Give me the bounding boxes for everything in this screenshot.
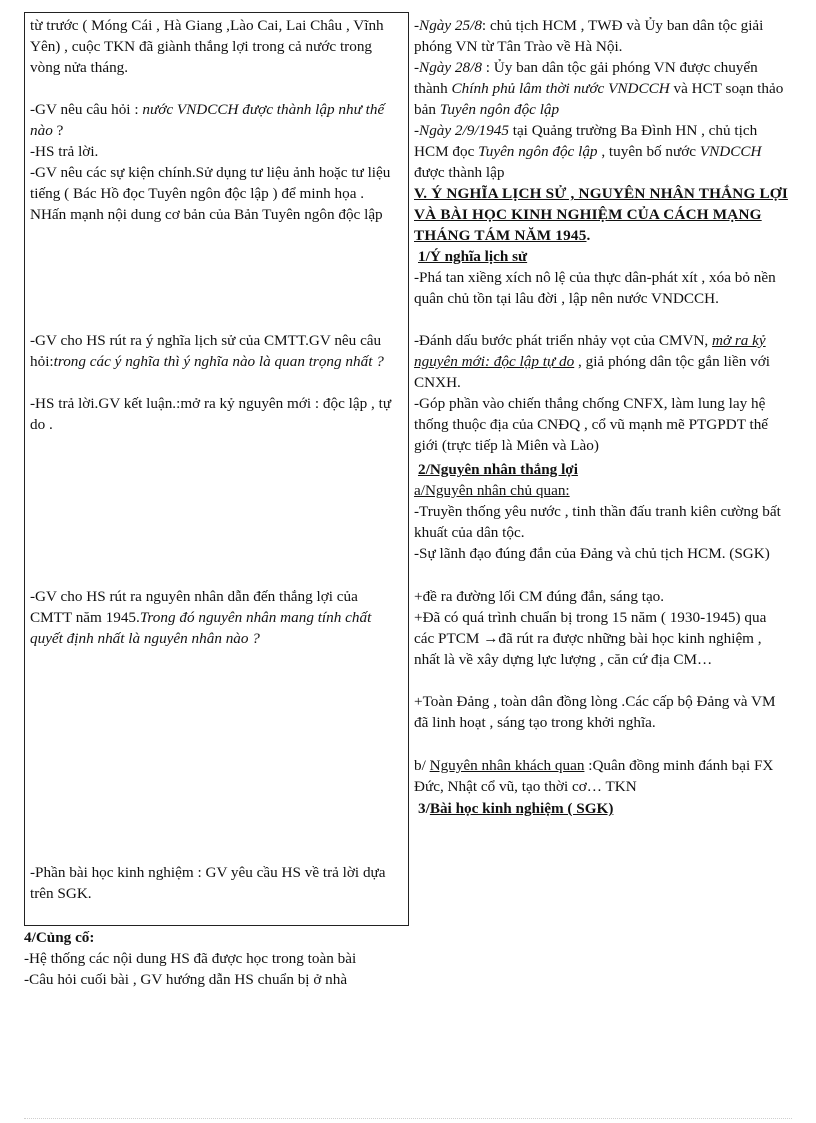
subheading-subjective-text: a/Nguyên nhân chủ quan: <box>414 482 570 499</box>
right-r2-gov: Chính phủ lâm thời nước VNDCCH <box>451 80 670 97</box>
right-paragraph-significance-2 <box>414 330 790 393</box>
subheading-significance-text: 1/Ý nghĩa lịch sử <box>418 248 528 265</box>
right-r1-date: -Ngày 25/8 <box>414 17 482 34</box>
right-r10-text2: đã rút ra được những bài học kinh nghiệm , nhất là về xây dựng lực lượng , căn cứ địa CM… <box>414 630 762 668</box>
right-r2-date: -Ngày 28/8 <box>414 59 482 76</box>
section-heading-text: V. Ý NGHĨA LỊCH SỬ , NGUYÊN NHÂN THẮNG LỢI VÀ BÀI HỌC KINH NGHIỆM CỦA CÁCH MẠNG THÁNG TÁM NĂM 1945 <box>414 185 788 244</box>
arrow-right-icon: → <box>483 630 499 647</box>
left-p3-text: -HS trả lời. <box>30 143 99 160</box>
right-r4-text: -Phá tan xiềng xích nô lệ của thực dân-phát xít , xóa bỏ nền quân chủ tồn tại lâu đời , lập nên nước VNDCCH. <box>414 269 776 307</box>
left-paragraph-question <box>30 99 402 141</box>
consolidation-line-1-text: -Hệ thống các nội dung HS đã được học trong toàn bài <box>24 950 357 967</box>
subheading-subjective <box>414 480 790 501</box>
right-r2-declaration: Tuyên ngôn độc lập <box>439 101 560 118</box>
subheading-causes <box>414 459 794 480</box>
consolidation-title-text: 4/Củng cố: <box>24 929 95 946</box>
right-r6-text: -Góp phần vào chiến thắng chống CNFX, làm lung lay hệ thống thuộc địa của CNĐQ , cổ vũ mạnh mẽ PTGPDT thế giới (trực tiếp là Miên và Lào) <box>414 395 769 454</box>
subheading-lessons-number: 3/ <box>418 800 430 817</box>
left-paragraph-lessons <box>30 862 402 904</box>
left-p2-lead: -GV nêu câu hỏi : <box>30 101 143 118</box>
right-paragraph-25-8 <box>414 15 790 57</box>
right-r3-date: -Ngày 2/9/1945 <box>414 122 509 139</box>
left-p2-question: nước VNDCCH được thành lập như thế nào <box>30 101 385 139</box>
right-r7-text: -Truyền thống yêu nước , tinh thần đấu tranh kiên cường bất khuất của dân tộc. <box>414 503 781 541</box>
left-p2-tail: ? <box>52 122 64 139</box>
subheading-significance <box>414 246 794 267</box>
left-paragraph-significance <box>30 330 402 372</box>
left-p8-text: -Phần bài học kinh nghiệm : GV yêu cầu HS về trả lời dựa trên SGK. <box>30 864 386 902</box>
left-p7-lead: -GV cho HS rút ra nguyên nhân dẫn đến thắng lợi của CMTT năm 1945. <box>30 588 358 626</box>
right-paragraph-line <box>414 586 790 607</box>
left-p5-question: trong các ý nghĩa thì ý nghĩa nào là quan trọng nhất ? <box>53 353 384 370</box>
right-r3-text3: được thành lập <box>414 164 505 181</box>
right-r3-text: tại Quảng trường Ba Đình HN , chủ tịch HCM đọc <box>414 122 758 160</box>
consolidation-line-1 <box>24 948 414 969</box>
left-paragraph-causes <box>30 586 402 649</box>
right-paragraph-unity <box>414 691 790 733</box>
left-p1-text: từ trước ( Móng Cái , Hà Giang ,Lào Cai, Lai Châu , Vĩnh Yên) , cuộc TKN đã giành thắng lợi trong cả nước trong vòng nửa tháng. <box>30 17 384 76</box>
right-r9-text: +đề ra đường lối CM đúng đắn, sáng tạo. <box>414 588 665 605</box>
subheading-lessons-text: Bài học kinh nghiệm ( SGK) <box>429 800 614 817</box>
right-r10-text: +Đã có quá trình chuẩn bị trong 15 năm ( 1930-1945) qua các PTCM <box>414 609 767 647</box>
right-paragraph-2-9 <box>414 120 790 183</box>
page-bottom-rule <box>24 1118 792 1119</box>
right-paragraph-significance-3 <box>414 393 790 456</box>
right-r2-text: : Ủy ban dân tộc gải phóng VN được chuyển thành <box>414 59 758 97</box>
right-paragraph-preparation <box>414 607 790 670</box>
right-paragraph-leadership <box>414 543 790 564</box>
left-p4-text: -GV nêu các sự kiện chính.Sử dụng tư liệu ảnh hoặc tư liệu tiếng ( Bác Hồ đọc Tuyên ngôn độc lập ) để minh họa . NHấn mạnh nội dung cơ bản của Bản Tuyên ngôn độc lập <box>30 164 391 223</box>
right-r3-country: VNDCCH <box>699 143 762 160</box>
left-paragraph-events <box>30 162 402 225</box>
right-r12-lead: b/ <box>414 757 430 774</box>
left-paragraph-conclusion <box>30 393 402 435</box>
right-r5-emphasis: mở ra kỷ nguyên mới: độc lập tự do <box>414 332 766 370</box>
right-r8-text: -Sự lãnh đạo đúng đắn của Đảng và chủ tịch HCM. (SGK) <box>414 545 770 562</box>
right-r5-text: -Đánh dấu bước phát triển nhảy vọt của CMVN, <box>414 332 713 349</box>
consolidation-line-2-text: -Câu hỏi cuối bài , GV hướng dẫn HS chuẩn bị ở nhà <box>24 971 348 988</box>
right-r2-text2: và HCT soạn thảo bản <box>414 80 784 118</box>
consolidation-title <box>24 927 414 948</box>
left-p6-text: -HS trả lời.GV kết luận.:mở ra kỷ nguyên mới : độc lập , tự do . <box>30 395 392 433</box>
subheading-lessons <box>414 798 794 819</box>
subheading-objective-text: Nguyên nhân khách quan <box>429 757 585 774</box>
right-r3-declaration: Tuyên ngôn độc lập <box>478 143 598 160</box>
section-heading-v <box>414 183 790 246</box>
left-paragraph-intro <box>30 15 402 78</box>
column-divider <box>408 12 409 926</box>
right-paragraph-28-8 <box>414 57 790 120</box>
left-p5-lead: -GV cho HS rút ra ý nghĩa lịch sử của CMTT.GV nêu câu hỏi: <box>30 332 382 370</box>
right-r12-text: :Quân đồng minh đánh bại FX Đức, Nhật cổ vũ, tạo thời cơ… TKN <box>414 757 774 795</box>
consolidation-line-2 <box>24 969 414 990</box>
right-r11-text: +Toàn Đảng , toàn dân đồng lòng .Các cấp bộ Đảng và VM đã linh hoạt , sáng tạo trong khởi nghĩa. <box>414 693 776 731</box>
left-paragraph-hs-answer <box>30 141 402 162</box>
section-heading-period: . <box>586 227 591 244</box>
right-paragraph-tradition <box>414 501 790 543</box>
left-p7-question: Trong đó nguyên nhân mang tính chất quyết định nhất là nguyên nhân nào ? <box>30 609 372 647</box>
subheading-causes-text: 2/Nguyên nhân thắng lợi <box>418 461 578 478</box>
right-paragraph-objective <box>414 755 790 797</box>
right-r1-text: : chủ tịch HCM , TWĐ và Ủy ban dân tộc giải phóng VN từ Tân Trào về Hà Nội. <box>414 17 764 55</box>
right-r5-text2: , giả phóng dân tộc gắn liền với CNXH. <box>414 353 770 391</box>
right-paragraph-significance-1 <box>414 267 790 309</box>
right-r3-text2: , tuyên bố nước <box>597 143 700 160</box>
